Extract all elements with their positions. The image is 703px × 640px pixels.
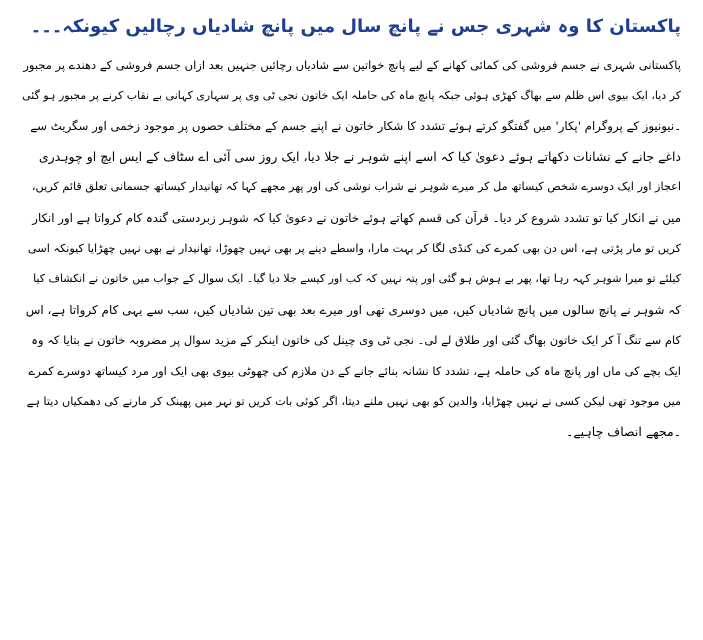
article-line: ایک بچے کی ماں اور پانچ ماہ کی حاملہ ہے، تشدد کا نشانہ بنائے جانے کے دن ملازم کی چھوٹی بیوی بھی ایک اور مرد کیساتھ دوسرے کمرے [28,363,681,378]
article-line: ۔نیونیوز کے پروگرام 'پکار' میں گفتگو کرتے ہوئے تشدد کا شکار خاتون نے اپنے جسم کے مختلف حصوں پر موجود زخمی اور سگریٹ سے [30,119,681,134]
article-line: کر دیا، ایک بیوی اس ظلم سے بھاگ کھڑی ہوئی جبکہ پانچ ماہ کی حاملہ ایک خاتون نجی ٹی وی پر سہاری کہانی بے نقاب کرنے پر مجبور ہو گئی [22,88,681,102]
article-line: اعجاز اور ایک دوسرے شخص کیساتھ مل کر میرے شوہر نے شراب نوشی کی اور پھر مجھے کہا کہ تھانیدار کیساتھ جسمانی تعلق قائم کریں، [31,180,681,194]
article-line: کام سے تنگ آ کر ایک خاتون بھاگ گئی اور طلاق لے لی۔ نجی ٹی وی چینل کی خاتون اینکر کے مزید سوال پر مضروبہ خاتون نے بتایا کہ وہ [31,333,681,348]
article-body [22,50,681,448]
article-line: کیلئے تو میرا شوہر کہہ رہا تھا، پھر بے ہوش ہو گئی اور پتہ نہیں کہ کب اور کیسے جلا دیا گیا۔ ایک سوال کے جواب میں خاتون نے انکشاف کیا [33,272,681,286]
article-line: پاکستانی شہری نے جسم فروشی کی کمائی کھانے کے لیے پانچ خواتین سے شادیاں رچائیں جنہیں بعد ازاں جسم فروشی کے دھندے پر مجبور [23,58,681,72]
article-title: پاکستان کا وہ شہری جس نے پانچ سال میں پانچ شادیاں رچالیں کیونکہ۔۔۔ [30,16,681,37]
article-line: میں نے انکار کیا تو تشدد شروع کر دیا۔ قرآن کی قسم کھاتے ہوئے خاتون نے دعویٰ کیا کہ شوہر زبردستی گندہ کام کرواتا ہے اور انکار [32,210,681,225]
article-line: داغے جانے کے نشانات دکھاتے ہوئے دعویٰ کیا کہ اسے اپنے شوہر نے جلا دیا، ایک روز سی آئی اے سٹاف کے ایس ایچ او چوہدری [38,148,681,164]
article-line: کہ شوہر نے پانچ سالوں میں پانچ شادیاں کیں، میں دوسری تھی اور میرے بعد بھی تین شادیاں کیں، سب سے یہی کام کرواتا ہے، اس [25,302,681,317]
article-line: کریں تو مار پڑتی ہے، اس دن بھی کمرے کی کنڈی لگا کر بہت مارا، واسطے دینے پر بھی نہیں چھوڑا، تھانیدار نے بھی نہیں چھڑایا کیونکہ اسی [27,241,681,255]
article-line: میں موجود تھی لیکن کسی نے نہیں چھڑایا، والدین کو بھی نہیں ملنے دیتا، اگر کوئی بات کریں تو نہر میں پھینک کر مارنے کی دھمکیاں دیتا ہے [26,394,681,408]
article-line: ۔مجھے انصاف چاہیے۔ [566,424,681,440]
